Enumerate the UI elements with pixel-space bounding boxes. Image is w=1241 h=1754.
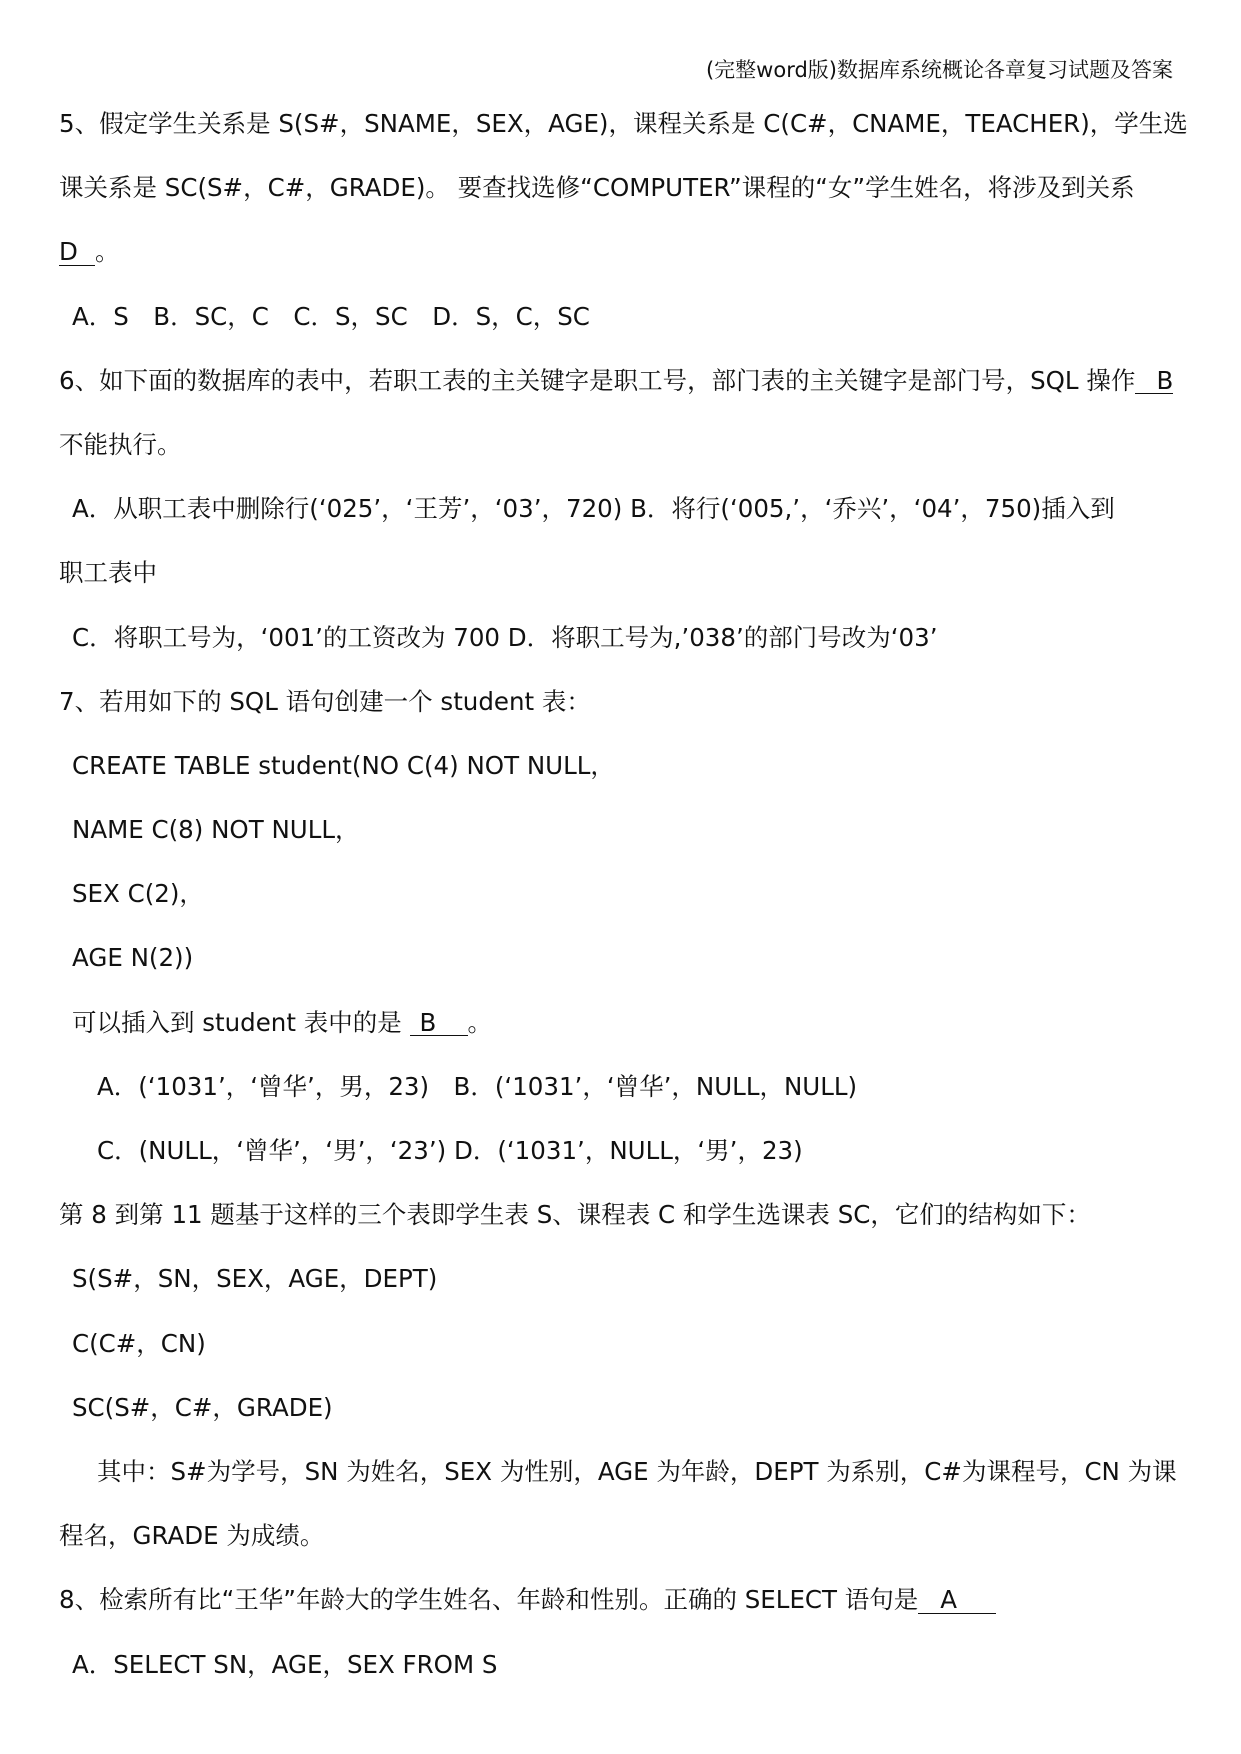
q6-options-ab-continued: 职工表中	[59, 558, 157, 588]
q6-line-1	[59, 349, 1199, 413]
q5-options: A．S B．SC，C C．S，SC D．S，C，SC	[72, 301, 590, 331]
q8-answer-blank: A	[918, 1587, 996, 1614]
schema-s: S(S#，SN，SEX，AGE，DEPT)	[72, 1264, 438, 1294]
q5-line-2: 课关系是 SC(S#，C#，GRADE)。 要查找选修“COMPUTER”课程的“女”学生姓名，将涉及到关系	[59, 173, 1135, 203]
q7-line-1: 7、若用如下的 SQL 语句创建一个 student 表：	[59, 686, 591, 716]
q7-options-cd: C．(NULL，‘曾华’，‘男’，‘23’) D．(‘1031’，NULL，‘男’，23)	[97, 1136, 803, 1165]
q7-sql-line-4: AGE N(2))	[72, 943, 194, 973]
q8-option-a: A．SELECT SN，AGE，SEX FROM S	[72, 1649, 498, 1679]
q7-prompt-line	[59, 991, 1199, 1055]
q7-prompt-text: 可以插入到 student 表中的是	[72, 1007, 402, 1037]
q7-answer-blank: B	[410, 1010, 468, 1037]
q7-sql-line-1: CREATE TABLE student(NO C(4) NOT NULL，	[72, 750, 615, 780]
q6-line-1-text: 6、如下面的数据库的表中，若职工表的主关键字是职工号，部门表的主关键字是部门号，SQL 操作	[59, 365, 1136, 395]
q5-line-1: 5、假定学生关系是 S(S#，SNAME，SEX，AGE)，课程关系是 C(C#，CNAME，TEACHER)，学生选	[59, 109, 1188, 138]
q7-end-mark: 。	[467, 1007, 493, 1037]
schema-description-1: 其中：S#为学号，SN 为姓名，SEX 为性别，AGE 为年龄，DEPT 为系别，C#为课程号，CN 为课	[97, 1456, 1177, 1486]
q5-answer-blank: D	[59, 239, 95, 266]
schema-c: C(C#，CN)	[72, 1328, 206, 1358]
q6-options-ab: A．从职工表中删除行(‘025’，‘王芳’，‘03’，720) B．将行(‘005,’，‘乔兴’，‘04’，750)插入到	[72, 494, 1115, 524]
q5-end-mark: 。	[95, 237, 120, 267]
q8-line-1	[59, 1568, 1199, 1632]
schema-sc: SC(S#，C#，GRADE)	[72, 1392, 333, 1422]
q8-intro: 第 8 到第 11 题基于这样的三个表即学生表 S、课程表 C 和学生选课表 SC，它们的结构如下：	[59, 1200, 1091, 1230]
q6-line-2: 不能执行。	[59, 429, 182, 459]
q8-line-1-text: 8、检索所有比“王华”年龄大的学生姓名、年龄和性别。正确的 SELECT 语句是	[59, 1585, 919, 1615]
q7-sql-line-3: SEX C(2)，	[72, 879, 204, 909]
document-body	[59, 92, 1199, 1697]
q6-options-cd: C．将职工号为，‘001’的工资改为 700 D．将职工号为,’038’的部门号改为‘03’	[72, 622, 938, 652]
page-header-title: (完整word版)数据库系统概论各章复习试题及答案	[705, 58, 1173, 82]
schema-description-2: 程名，GRADE 为成绩。	[59, 1521, 325, 1551]
q7-options-ab: A．(‘1031’，‘曾华’，男，23) B．(‘1031’，‘曾华’，NULL，NULL)	[97, 1071, 858, 1101]
q5-line-3	[59, 220, 1199, 284]
q7-sql-line-2: NAME C(8) NOT NULL，	[72, 815, 360, 845]
q6-answer-blank: B	[1135, 368, 1173, 395]
